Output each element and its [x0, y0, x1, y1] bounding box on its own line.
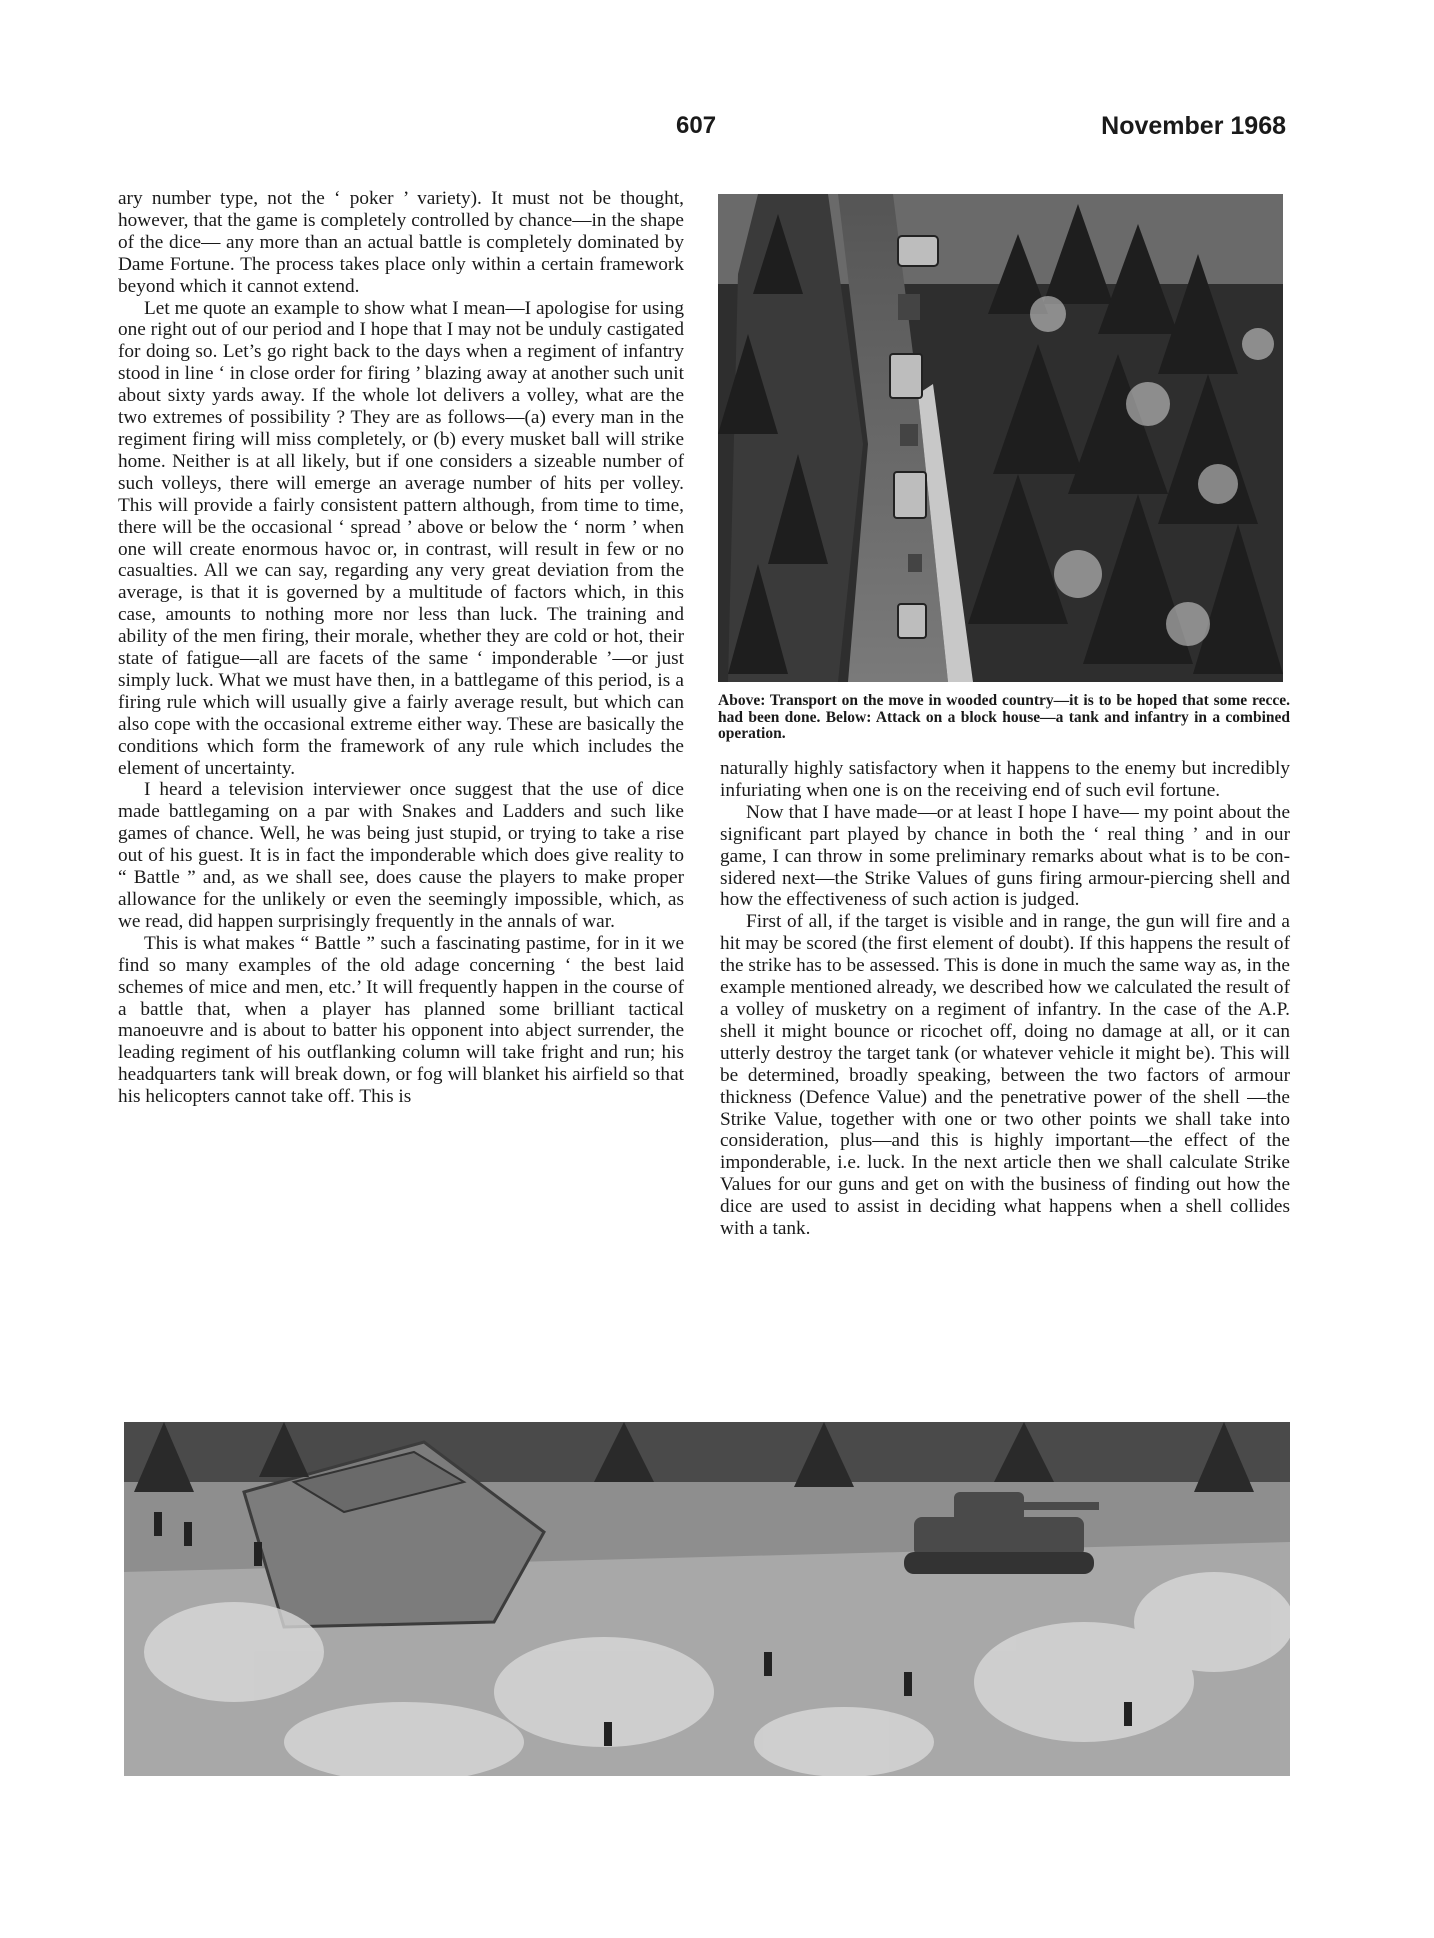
right-text-column: [720, 758, 1290, 1240]
paragraph: naturally highly satisfactory when it happens to the enemy but incredibly infuriating when one is on the receiving end of such evil fortune.: [720, 758, 1290, 801]
paragraph: First of all, if the target is visible and in range, the gun will fire and a hit may be scored (the first element of doubt). If this happens the result of the strike has to be assessed. This is done in much the same way as, in the example mentioned already, we described how we calculated the result of a volley of musketry on a regiment of infantry. In the case of the A.P. shell it might bounce or ricochet off, doing no damage at all, or it can utterly destroy the target tank (or whatever vehicle it might be). This will be determined, broadly speaking, between the two factors of armour thickness (Defence Value) and the penetrative power of the shell —the Strike Value, together with one or two other points we shall take into consideration, plus—and this is highly important—the effect of the imponderable, i.e. luck. In the next article then we shall calculate Strike Values for our guns and get on with the business of finding out how the dice are used to assist in deciding what happens when a shell collides with a tank.: [720, 911, 1290, 1240]
photo-attack-on-block-house: [124, 1422, 1290, 1776]
paragraph: Now that I have made—or at least I hope I have— my point about the significant part played by chance in both the ‘ real thing ’ and in our game, I can throw in some preliminary remarks about what is to be considered next—the Strike Values of guns firing armour-piercing shell and how the effectiveness of such action is judged.: [720, 801, 1290, 911]
page-number: 607: [676, 112, 717, 139]
paragraph: Let me quote an example to show what I mean—I apologise for using one right out of our period and I hope that I may not be unduly castigated for doing so. Let’s go right back to the days when a regiment of infantry stood in line ‘ in close order for firing ’ blazing away at another such unit about sixty yards away. If the whole lot delivers a volley, what are the two extremes of possibility ? They are as follows—(a) every man in the regiment firing will miss completely, or (b) every musket ball will strike home. Neither is at all likely, but if one considers a sizeable number of such volleys, there will emerge an average number of hits per volley. This will provide a fairly consistent pattern although, from time to time, there will be the occasional ‘ spread ’ above or below the ‘ norm ’ when one will create enormous havoc or, in contrast, will result in few or no casualties. All we can say, regarding any very great deviation from the average, is that it is governed by a multitude of factors which, in this case, amounts to nothing more nor less than luck. The training and ability of the men firing, their morale, whether they are cold or hot, their state of fatigue—all are facets of the same ‘ imponderable ’—or just simply luck. What we must have then, in a battlegame of this period, is a firing rule which will usually give a fairly average result, but which can also cope with the occasional extreme either way. These are basically the conditions which form the framework of any rule which includes the element of uncertainty.: [118, 297, 684, 779]
paragraph: ary number type, not the ‘ poker ’ variety). It must not be thought, however, that the game is completely controlled by chance—in the shape of the dice— any more than an actual battle is completely dominated by Dame Fortune. The process takes place only within a certain framework beyond which it cannot extend.: [118, 188, 684, 297]
paragraph: I heard a television interviewer once suggest that the use of dice made battlegaming on a par with Snakes and Ladders and such like games of chance. Well, he was being just stupid, or trying to take a rise out of his guest. It is in fact the imponderable which does give reality to “ Battle ” and, as we shall see, does cause the players to make proper allowance for the unlikely or even the seemingly impossible, which, as we read, did happen surprisingly frequently in the annals of war.: [118, 779, 684, 932]
left-text-column: [118, 188, 684, 1108]
page-header: [0, 112, 1434, 152]
issue-date: November 1968: [1101, 112, 1286, 140]
photo-caption: Above: Transport on the move in wooded country—it is to be hoped that some recce. had been done. Below: Attack on a block house—a tank and infantry in a combined operation.: [718, 692, 1290, 742]
photo-transport-in-wooded-country: [718, 194, 1283, 682]
paragraph: This is what makes “ Battle ” such a fascinating pastime, for in it we find so many examples of the old adage concerning ‘ the best laid schemes of mice and men, etc.’ It will frequently happen in the course of a battle that, when a player has planned some brilliant tactical manoeuvre and is about to batter his opponent into abject surrender, the leading regiment of his outflanking column will take fright and run; his headquarters tank will break down, or fog will blanket his airfield so that his helicopters cannot take off. This is: [118, 932, 684, 1108]
